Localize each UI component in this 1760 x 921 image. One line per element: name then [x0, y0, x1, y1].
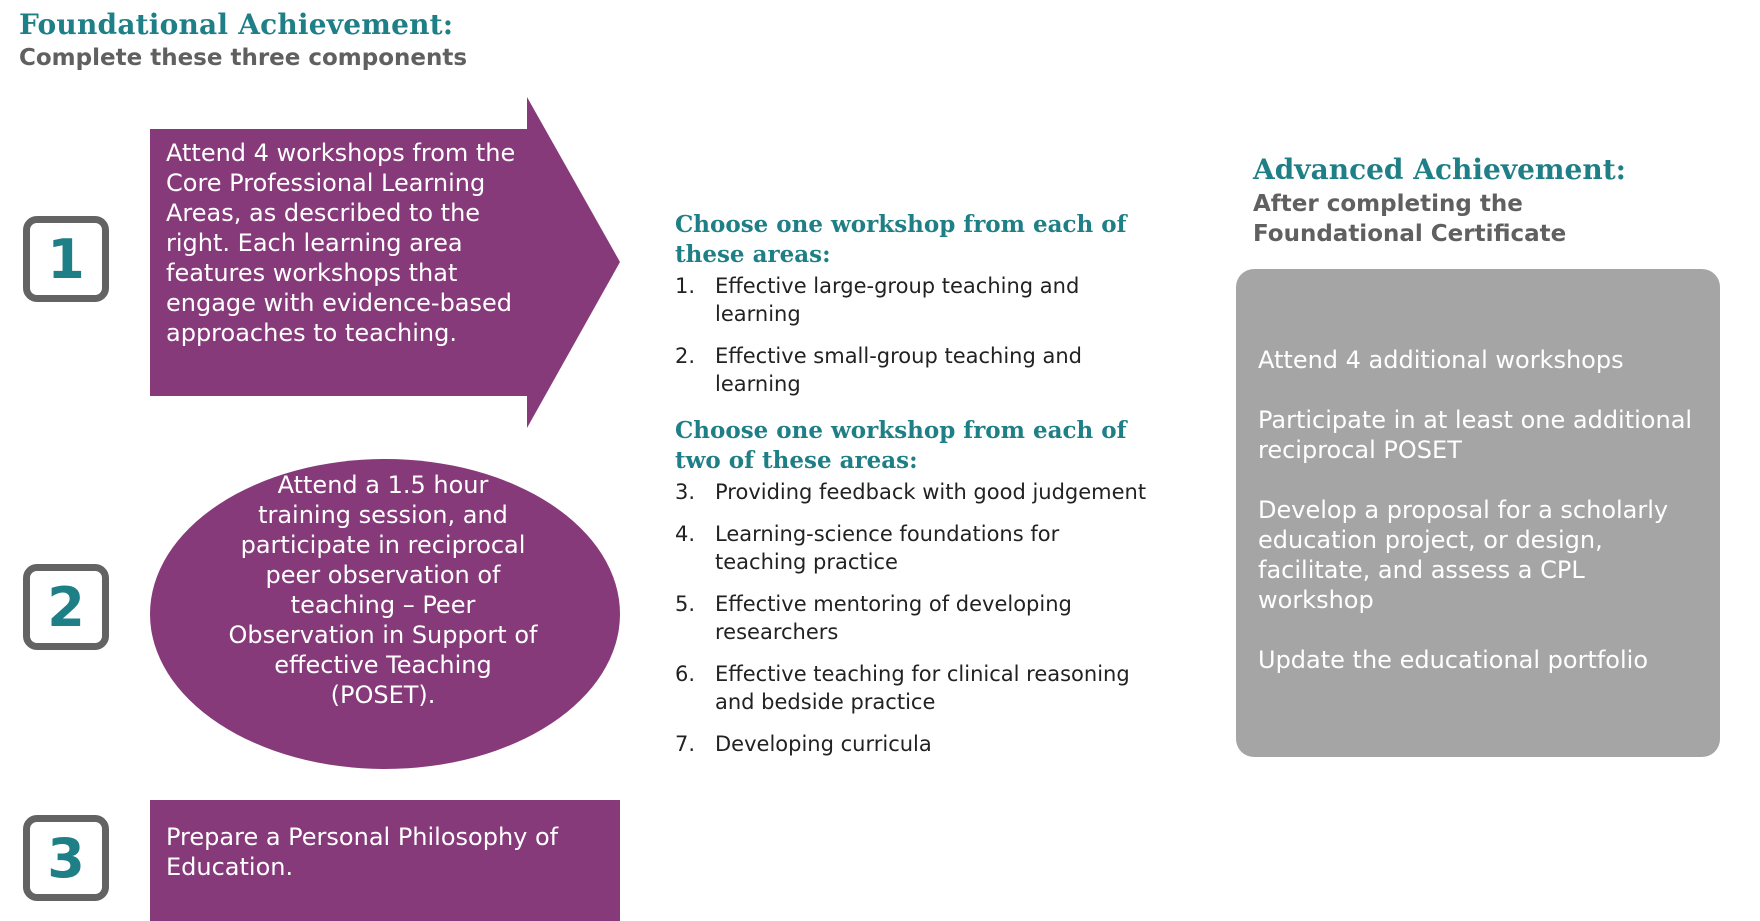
- area-item-number: 5.: [675, 592, 696, 616]
- advanced-item: Attend 4 additional workshops: [1258, 346, 1624, 374]
- area-item-text: Providing feedback with good judgement: [715, 480, 1147, 504]
- area-item-text: Effective large-group teaching and learning: [715, 274, 1080, 326]
- areas-group-1-heading: Choose one workshop from each of these areas:: [675, 211, 1127, 268]
- component-2-number-box: 2: [23, 564, 109, 650]
- advanced-requirements-box: [1236, 269, 1720, 757]
- area-item: [675, 342, 1150, 398]
- learning-areas: [675, 210, 1150, 758]
- component-3-number-box: 3: [23, 815, 109, 901]
- component-3-text: Prepare a Personal Philosophy of Education.: [166, 823, 559, 881]
- area-item: [675, 272, 1150, 328]
- area-item: [675, 660, 1150, 716]
- component-1-text: Attend 4 workshops from the Core Professional Learning Areas, as described to the right. Each learning area features workshops that engage with evidence-based approaches to teaching.: [166, 139, 516, 347]
- advanced-item: Develop a proposal for a scholarly education project, or design, facilitate, and assess a CPL workshop: [1258, 496, 1669, 614]
- advanced-item: Update the educational portfolio: [1258, 646, 1648, 674]
- area-item-text: Effective small-group teaching and learning: [715, 344, 1083, 396]
- area-item-text: Effective teaching for clinical reasoning and bedside practice: [715, 662, 1130, 714]
- area-item: [675, 478, 1150, 506]
- area-item: [675, 590, 1150, 646]
- advanced-item: Participate in at least one additional reciprocal POSET: [1258, 406, 1693, 464]
- advanced-title: Advanced Achievement:: [1253, 153, 1626, 186]
- area-item-number: 2.: [675, 344, 696, 368]
- area-item-text: Developing curricula: [715, 732, 932, 756]
- area-item: [675, 520, 1150, 576]
- area-item-number: 7.: [675, 732, 696, 756]
- advanced-subtitle: After completing the Foundational Certificate: [1253, 191, 1567, 247]
- area-item-number: 1.: [675, 274, 696, 298]
- foundational-title: Foundational Achievement:: [19, 8, 454, 41]
- area-item: [675, 730, 1150, 758]
- area-item-number: 3.: [675, 480, 696, 504]
- foundational-subtitle: Complete these three components: [19, 45, 468, 71]
- area-item-text: Effective mentoring of developing researchers: [715, 592, 1072, 644]
- component-1-number-box: 1: [23, 216, 109, 302]
- area-item-number: 6.: [675, 662, 696, 686]
- areas-group-2-heading: Choose one workshop from each of two of these areas:: [675, 417, 1127, 474]
- area-item-number: 4.: [675, 522, 696, 546]
- area-item-text: Learning-science foundations for teaching practice: [715, 522, 1060, 574]
- component-2-text: Attend a 1.5 hour training session, and participate in reciprocal peer observation of teaching – Peer Observation in Support of effective Teaching (POSET).: [228, 471, 538, 709]
